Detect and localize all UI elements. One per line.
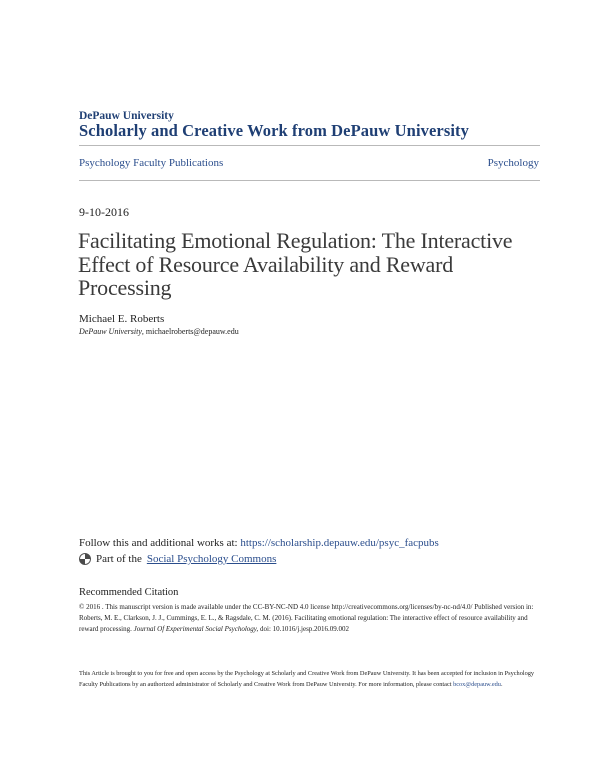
publication-date: 9-10-2016: [79, 205, 129, 219]
follow-prefix: Follow this and additional works at:: [79, 537, 241, 549]
affiliation-institution: DePauw University: [79, 327, 142, 336]
article-title: Facilitating Emotional Regulation: The Interactive Effect of Resource Availability and Reward Processing: [78, 228, 513, 300]
access-statement: [79, 668, 541, 690]
recommended-citation-body: [79, 602, 541, 635]
part-of-line: [79, 553, 276, 565]
follow-url-link[interactable]: https://scholarship.depauw.edu/psyc_facpubs: [240, 537, 439, 549]
access-statement-text: This Article is brought to you for free and open access by the Psychology at Scholarly and Creative Work from DePauw University. It has been accepted for inclusion in Psychology Faculty Publications by an authorized administrator of Scholarly and Creative Work from DePauw University. For more information, please contact: [79, 670, 535, 688]
citation-main: © 2016 . This manuscript version is made available under the CC-BY-NC-ND 4.0 license http://creativecommons.org/licenses/by-nc-nd/4.0/ Published version in: Roberts, M. E., Clarkson, J. J., Cummings, E. L., & Ragsdale, C. M. (2016). Facilitating emotional regulation: The interactive effect of resource availability and reward processing.: [79, 603, 534, 633]
part-of-prefix: Part of the: [96, 553, 142, 565]
repository-title[interactable]: Scholarly and Creative Work from DePauw University: [79, 121, 469, 140]
recommended-citation-heading: Recommended Citation: [79, 587, 179, 598]
author-name: Michael E. Roberts: [79, 313, 165, 325]
citation-journal: Journal Of Experimental Social Psychology,: [133, 625, 259, 633]
nav-divider: [79, 180, 540, 181]
citation-doi: doi: 10.1016/j.jesp.2016.09.002: [258, 625, 350, 633]
department-link[interactable]: Psychology: [487, 157, 539, 169]
social-psychology-commons-link[interactable]: Social Psychology Commons: [146, 553, 277, 565]
collection-link[interactable]: Psychology Faculty Publications: [79, 157, 224, 169]
contact-email-link[interactable]: bcox@depauw.edu: [453, 681, 501, 688]
follow-line: [79, 537, 439, 549]
institution-name[interactable]: DePauw University: [79, 110, 174, 122]
access-statement-end: .: [500, 681, 503, 688]
header-divider: [79, 145, 540, 146]
affiliation-email[interactable]: , michaelroberts@depauw.edu: [141, 327, 239, 336]
bepress-commons-network-icon: [79, 553, 91, 565]
author-affiliation: [79, 327, 239, 336]
